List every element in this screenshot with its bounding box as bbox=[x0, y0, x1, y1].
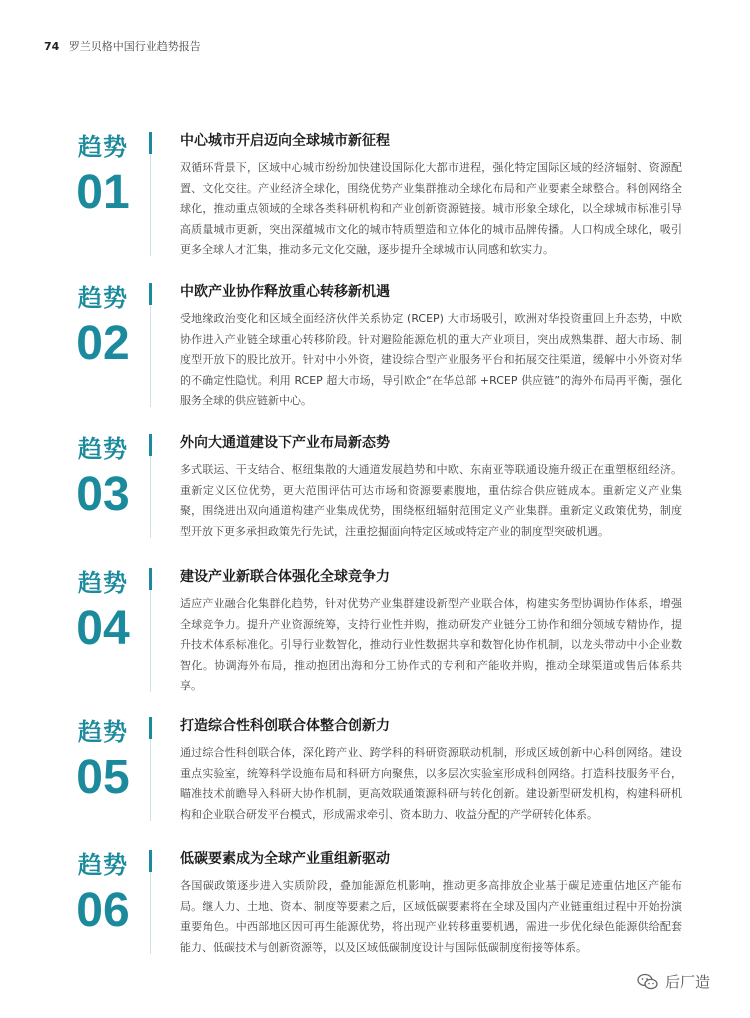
trend-title: 建设产业新联合体强化全球竞争力 bbox=[180, 569, 390, 585]
trend-divider bbox=[150, 568, 151, 692]
trend-title: 中欧产业协作释放重心转移新机遇 bbox=[180, 284, 390, 300]
trend-label bbox=[70, 132, 136, 222]
trend-word: 趋势 bbox=[78, 569, 128, 597]
trend-title: 低碳要素成为全球产业重组新驱动 bbox=[180, 851, 390, 867]
trend-word: 趋势 bbox=[78, 133, 128, 161]
trend-body: 多式联运、干支结合、枢纽集散的大通道发展趋势和中欧、东南亚等联通设施升级正在重塑枢纽经济。重新定义区位优势，更大范围评估可达市场和资源要素腹地，重估综合供应链成本。重新定义产业集聚，围绕进出双向通道构建产业集成优势，围绕枢纽辐射范围定义产业集群。重新定义政策优势，制度型开放下更多承担政策先行先试，注重挖掘面向特定区域或特定产业的制度型突破机遇。 bbox=[180, 463, 682, 538]
page-number: 74 bbox=[44, 40, 60, 53]
trend-word: 趋势 bbox=[78, 851, 128, 879]
trend-title: 中心城市开启迈向全球城市新征程 bbox=[180, 133, 390, 149]
trend-number: 05 bbox=[76, 751, 130, 804]
trend-label bbox=[70, 717, 136, 807]
trend-number: 06 bbox=[76, 884, 130, 937]
trend-divider bbox=[150, 850, 151, 954]
trend-divider bbox=[150, 132, 151, 256]
trend-body: 通过综合性科创联合体，深化跨产业、跨学科的科研资源联动机制，形成区域创新中心科创网络。建设重点实验室，统筹科学设施布局和科研方向聚焦，以多层次实验室形成科创网络。打造科技服务平台，瞄准技术前瞻导入科研大协作机制，更高效联通策源科研与转化创新。建设新型研发机构，构建科研机构和企业联合研发平台模式，形成需求牵引、资本助力、收益分配的产学研转化体系。 bbox=[180, 746, 682, 821]
trend-title: 外向大通道建设下产业布局新态势 bbox=[180, 435, 390, 451]
page-header bbox=[44, 38, 201, 54]
trend-word: 趋势 bbox=[78, 284, 128, 312]
trend-number: 04 bbox=[76, 602, 130, 655]
watermark-text: 后厂造 bbox=[664, 973, 710, 991]
watermark bbox=[637, 971, 710, 992]
trend-number: 01 bbox=[76, 166, 130, 219]
trend-word: 趋势 bbox=[78, 718, 128, 746]
trend-word: 趋势 bbox=[78, 435, 128, 463]
trend-divider bbox=[150, 717, 151, 821]
wechat-icon bbox=[637, 973, 659, 991]
trend-body: 各国碳政策逐步进入实质阶段，叠加能源危机影响，推动更多高排放企业基于碳足迹重估地区产能布局。继人力、土地、资本、制度等要素之后，区域低碳要素将在全球及国内产业链重组过程中开始扮演重要角色。中西部地区因可再生能源优势，将出现产业转移重要机遇，需进一步优化绿色能源供给配套能力、低碳技术与创新资源等，以及区域低碳制度设计与国际低碳制度衔接等体系。 bbox=[180, 879, 682, 954]
trend-body: 适应产业融合化集群化趋势，针对优势产业集群建设新型产业联合体，构建实务型协调协作体系，增强全球竞争力。提升产业资源统筹，支持行业性并购，推动研发产业链分工协作和细分领域专精协作，提升技术体系标准化。引导行业数智化，推动行业性数据共享和数智化协作机制，以龙头带动中小企业数智化。协调海外布局，推动抱团出海和分工协作式的专利和产能收并购，推动全球渠道或售后体系共享。 bbox=[180, 597, 682, 692]
trend-title: 打造综合性科创联合体整合创新力 bbox=[180, 718, 390, 734]
trend-label bbox=[70, 568, 136, 658]
trend-body: 受地缘政治变化和区域全面经济伙伴关系协定 (RCEP) 大市场吸引，欧洲对华投资重回上升态势，中欧协作进入产业链全球重心转移阶段。针对避险能源危机的重大产业项目，突出成熟集群、超大市场、制度型开放下的股比放开。针对中小外资，建设综合型产业服务平台和拓展交往渠道，缓解中小外资对华的不确定性隐忧。利用 RCEP 超大市场，导引欧企“在华总部 +RCEP 供应链”的海外布局再平衡，强化服务全球的供应链新中心。 bbox=[180, 312, 682, 407]
trend-divider bbox=[150, 283, 151, 407]
trend-label bbox=[70, 850, 136, 940]
trend-body: 双循环背景下，区域中心城市纷纷加快建设国际化大都市进程，强化特定国际区域的经济辐射、资源配置、文化交往。产业经济全球化，围绕优势产业集群推动全球化布局和产业要素全球整合。科创网络全球化，推动重点领域的全球各类科研机构和产业创新资源链接。城市形象全球化，以全球城市标准引导高质量城市更新，突出深蕴城市文化的城市特质塑造和立体化的城市品牌传播。人口构成全球化，吸引更多全球人才汇集，推动多元文化交融，逐步提升全球城市认同感和软实力。 bbox=[180, 161, 682, 256]
trend-number: 02 bbox=[76, 317, 130, 370]
report-title: 罗兰贝格中国行业趋势报告 bbox=[68, 40, 201, 53]
trend-label bbox=[70, 283, 136, 373]
trend-divider bbox=[150, 434, 151, 538]
trend-number: 03 bbox=[76, 468, 130, 521]
trend-label bbox=[70, 434, 136, 524]
